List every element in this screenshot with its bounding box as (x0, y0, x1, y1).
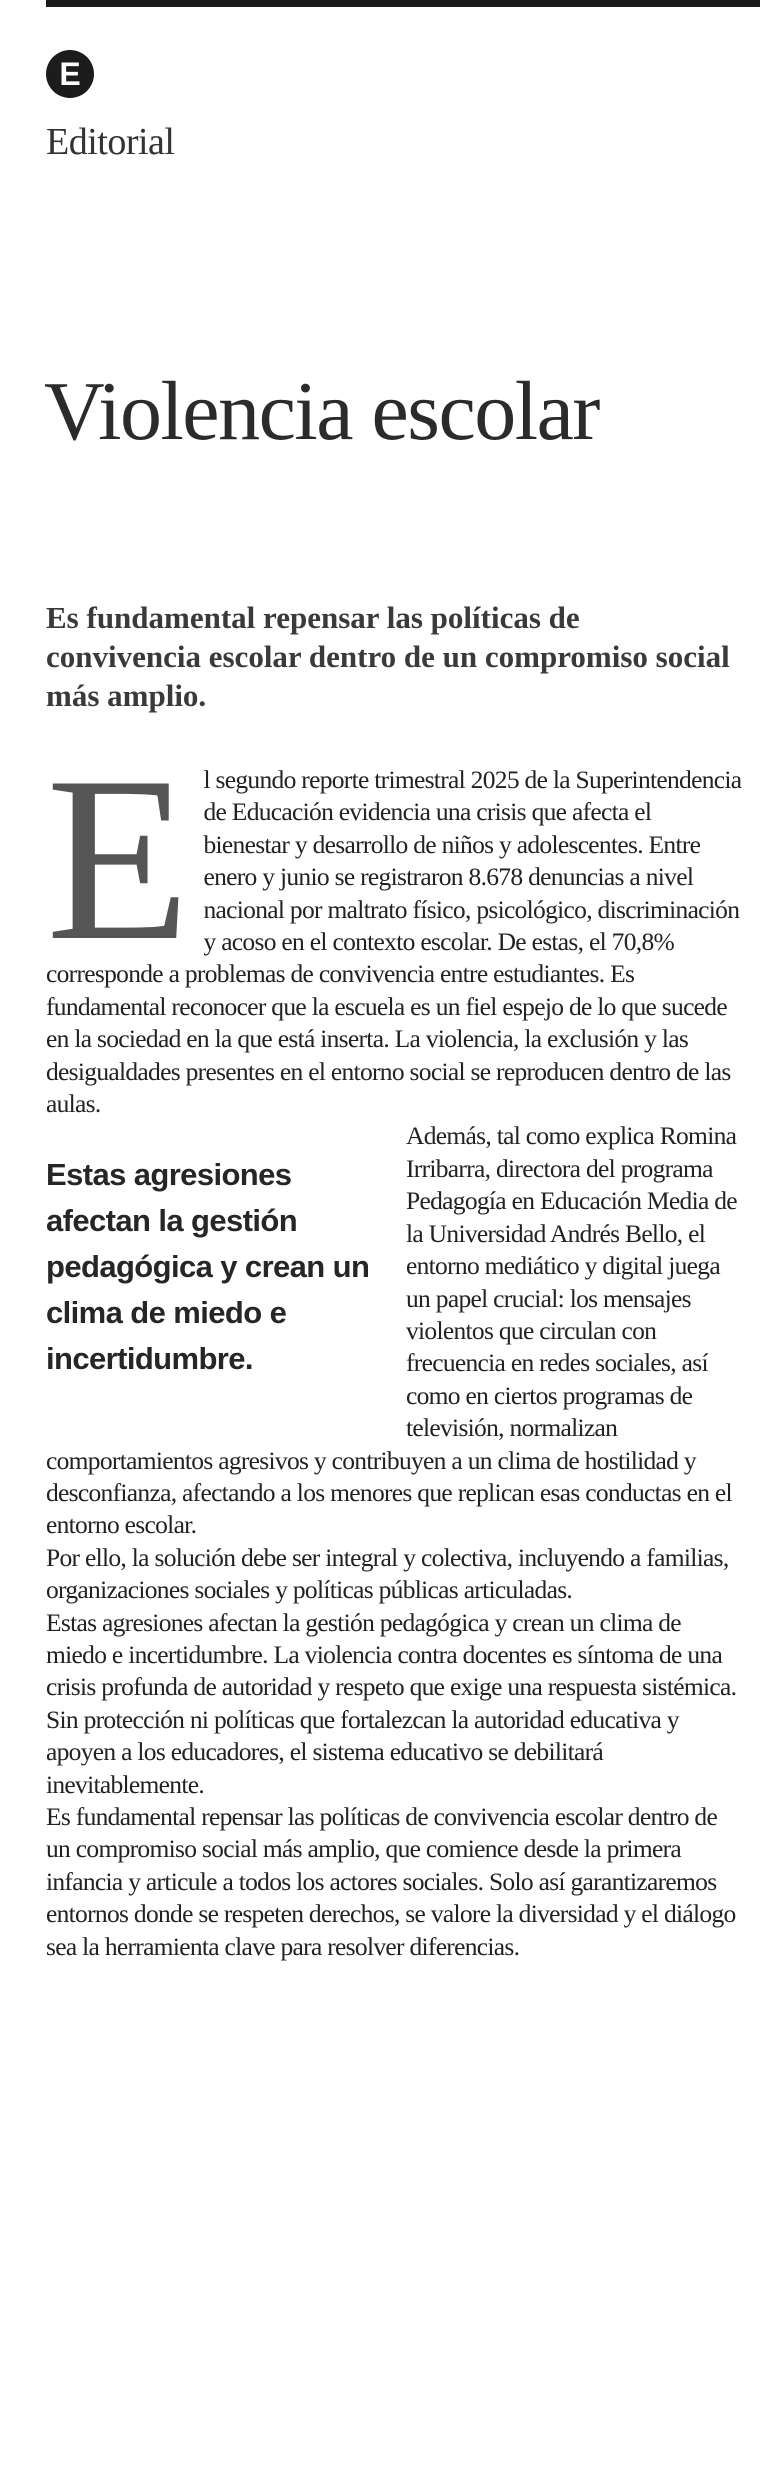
body-paragraph-5: Es fundamental repensar las políticas de convivencia escolar dentro de un compromiso social más amplio, que comience desde la primera infancia y articule a todos los actores sociales. Solo así garantizaremos entornos donde se respeten derechos, se valore la diversidad y el diálogo sea la herramienta clave para resolver diferencias. (46, 1802, 736, 1961)
body-paragraph-4: Estas agresiones afectan la gestión pedagógica y crean un clima de miedo e incertidumbre. La violencia contra docentes es síntoma de una crisis profunda de autoridad y respeto que exige una respuesta sistémica. Sin protección ni políticas que fortalezcan la autoridad educativa y apoyen a los educadores, el sistema educativo se debilitará inevitablemente. (46, 1607, 737, 1799)
article-body (46, 729, 742, 1963)
pull-quote-text: Estas agresiones afectan la gestión pedagógica y crean un clima de miedo e incertidumbre. (46, 1157, 370, 1377)
top-rule (46, 0, 760, 7)
drop-cap: E (46, 729, 190, 990)
body-paragraph-1: l segundo reporte trimestral 2025 de la Superintendencia de Educación evidencia una crisis que afecta el bienestar y desarrollo de niños y adolescentes. Entre enero y junio se registraron 8.678 denuncias a nivel nacional por maltrato físico, psicológico, discriminación y acoso en el contexto escolar. De estas, el 70,8% corresponde a problemas de convivencia entre estudiantes. Es fundamental reconocer que la escuela es un fiel espejo de lo que sucede en la sociedad en la que está inserta. La violencia, la exclusión y las desigualdades presentes en el entorno social se reproducen dentro de las aulas. (46, 765, 742, 1119)
body-paragraph-3: Por ello, la solución debe ser integral y colectiva, incluyendo a familias, organizaciones sociales y políticas públicas articuladas. (46, 1542, 729, 1605)
deck-subtitle: Es fundamental repensar las políticas de convivencia escolar dentro de un compromiso social más amplio. (46, 600, 730, 713)
headline: Violencia escolar (44, 365, 599, 458)
section-badge: E (46, 50, 94, 98)
section-label: Editorial (46, 121, 175, 163)
pull-quote (46, 1152, 386, 1442)
body-paragraph-2: Además, tal como explica Romina Irribarra, directora del programa Pedagogía en Educación Media de la Universidad Andrés Bello, el entorno mediático y digital juega un papel crucial: los mensajes violentos que circulan con frecuencia en redes sociales, así como en ciertos programas de televisión, normalizan comportamientos agresivos y contribuyen a un clima de hostilidad y desconfianza, afectando a los menores que replican esas conductas en el entorno escolar. (46, 1121, 737, 1540)
